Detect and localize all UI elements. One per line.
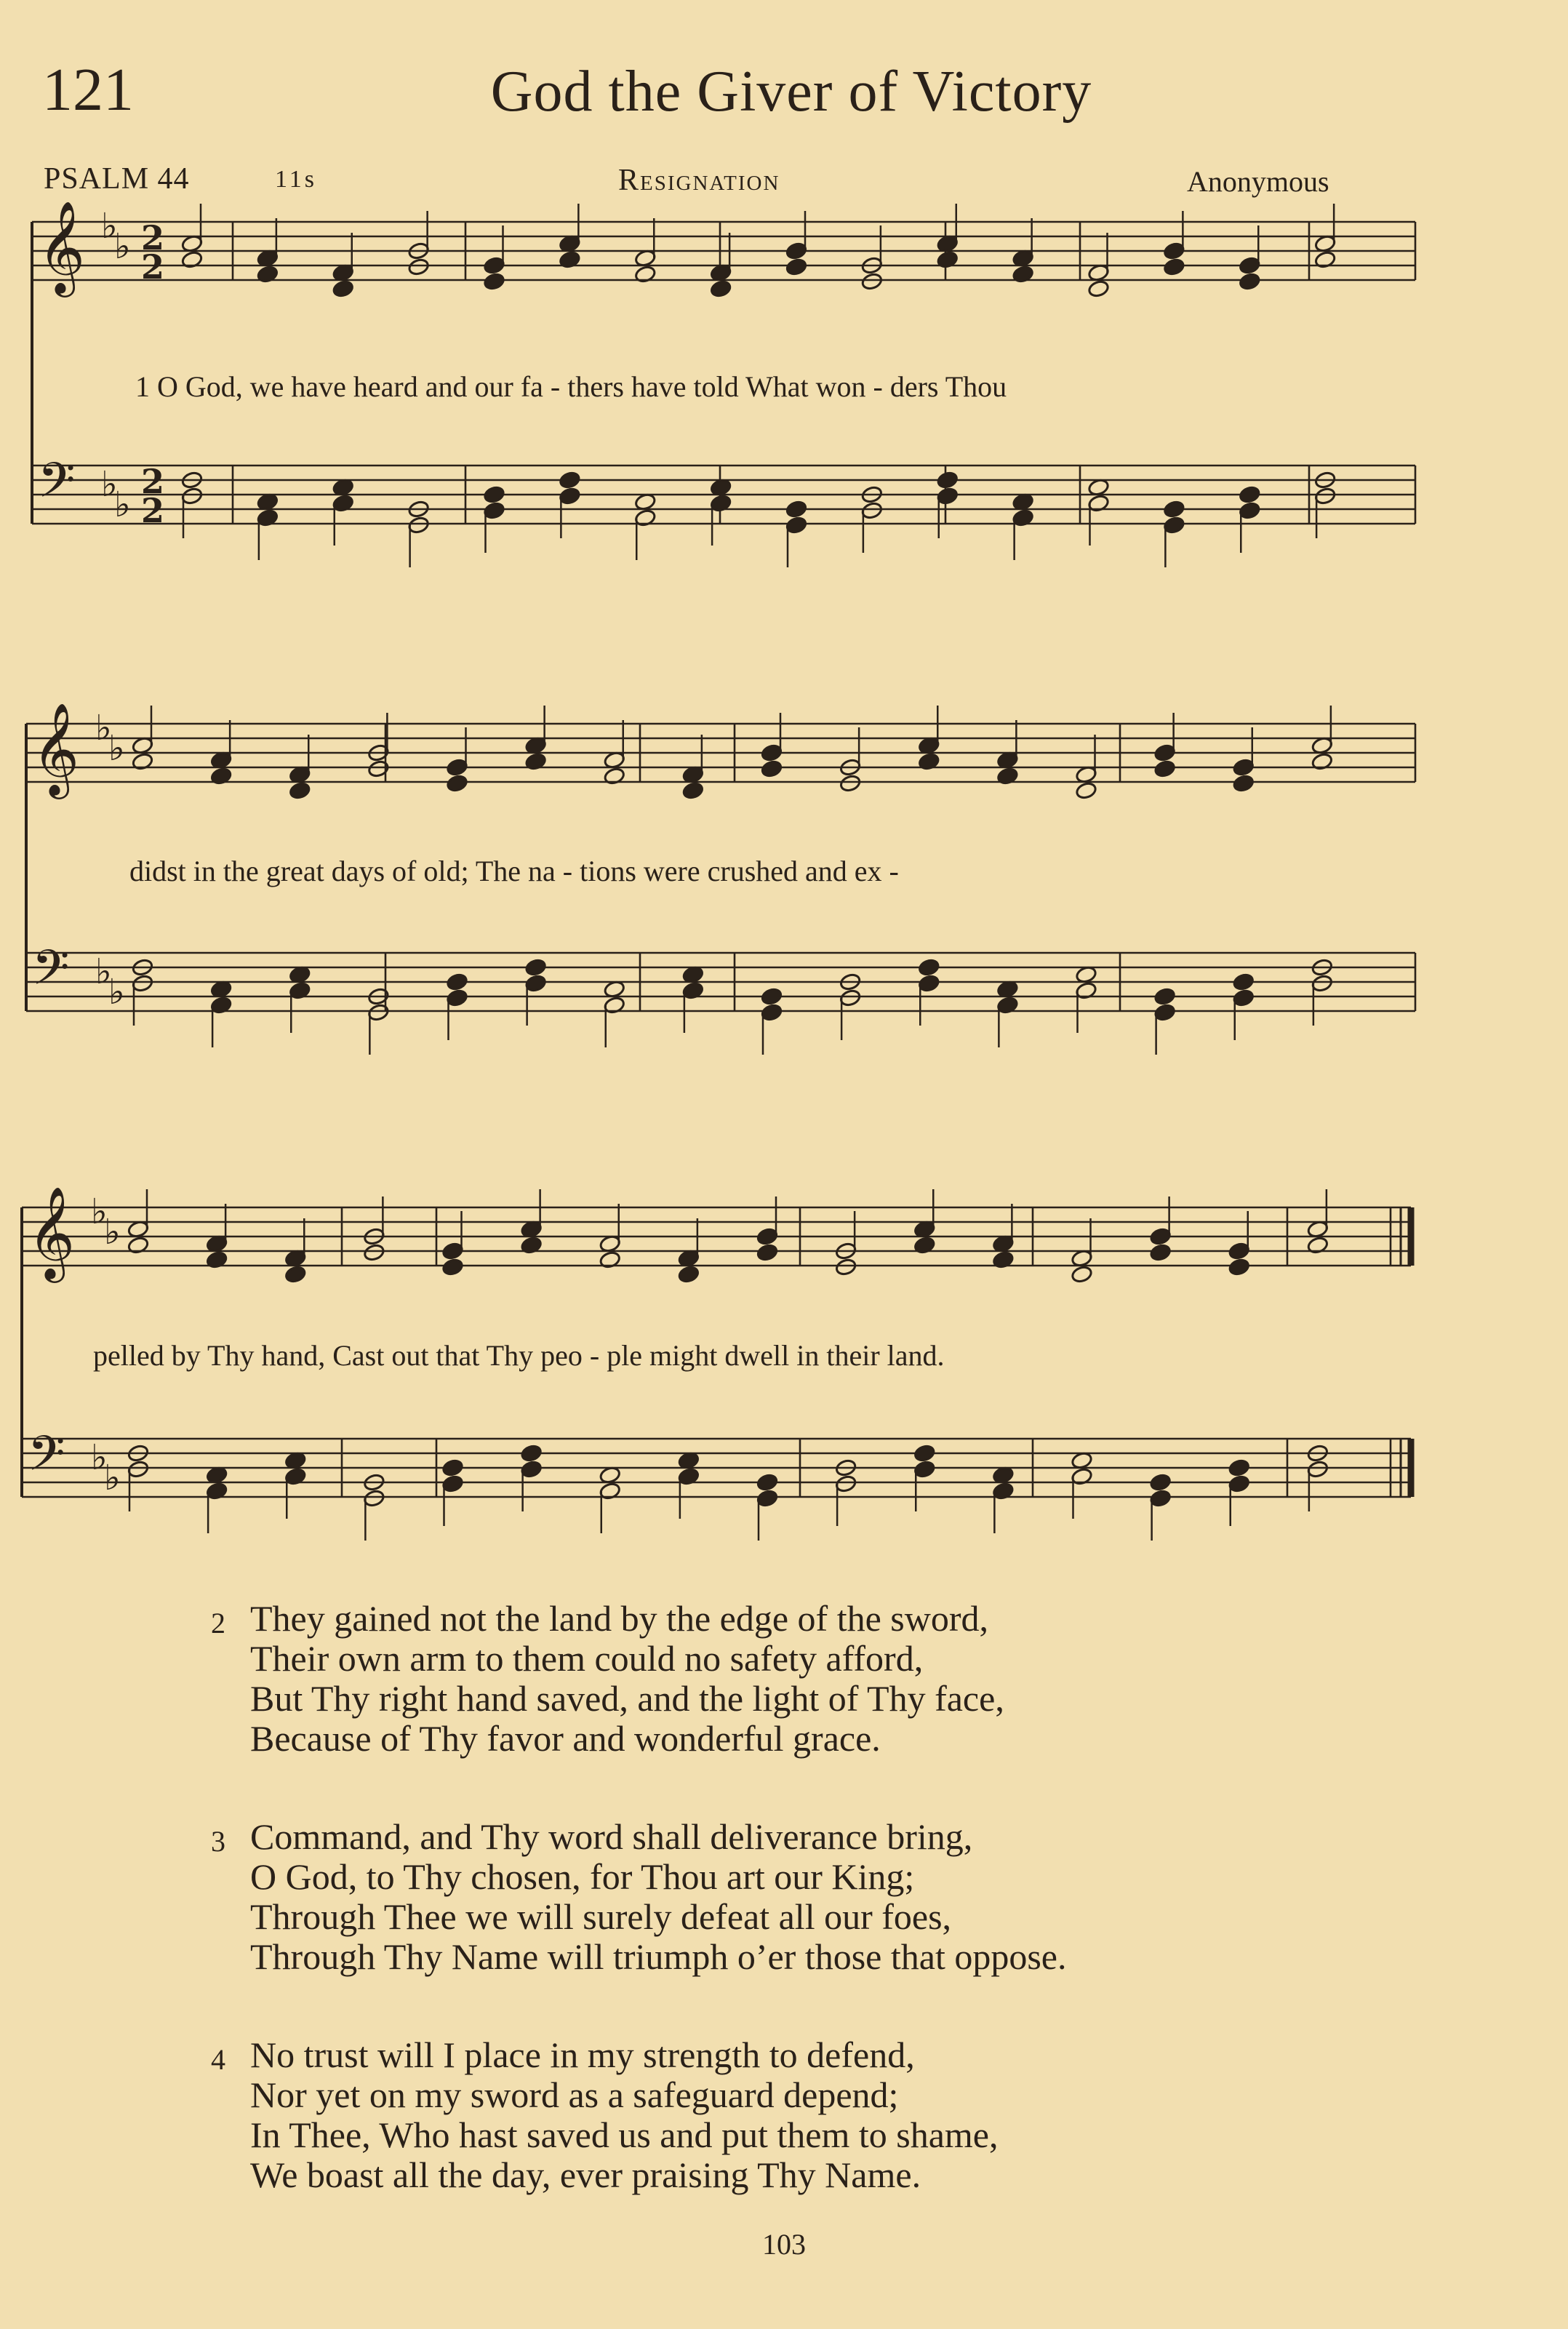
note-head	[1232, 774, 1255, 793]
flat-sign: ♭	[108, 728, 125, 769]
tune-name: Resignation	[618, 164, 780, 197]
treble-clef: 𝄞	[38, 200, 86, 293]
stanza-number: 2	[211, 1607, 225, 1639]
stanza-line: Because of Thy favor and wonderful grace.	[250, 1718, 881, 1759]
note-head	[1149, 1243, 1172, 1262]
note-head	[483, 501, 505, 520]
note-head	[785, 516, 808, 535]
stanza-line: In Thee, Who hast saved us and put them to shame,	[250, 2114, 999, 2155]
stanza-3	[211, 1817, 1067, 1977]
note-head	[785, 241, 808, 260]
stanza-line: But Thy right hand saved, and the light of Thy face,	[250, 1678, 1004, 1719]
lyrics-system-3: pelled by Thy hand, Cast out that Thy peo - ple might dwell in their land.	[93, 1339, 945, 1372]
note-head	[1149, 1227, 1172, 1246]
flat-sign: ♭	[104, 1212, 121, 1253]
flat-sign: ♭	[95, 708, 112, 748]
note-head	[761, 743, 783, 762]
note-head	[1228, 1458, 1250, 1477]
note-head	[284, 1265, 307, 1284]
stanza-line: Command, and Thy word shall deliverance bring,	[250, 1816, 973, 1857]
note-head	[407, 257, 430, 276]
note-head	[1232, 988, 1255, 1007]
note-head	[756, 1227, 779, 1246]
time-signature: 2	[141, 247, 165, 287]
time-signature: 2	[141, 462, 165, 501]
note-head	[289, 781, 311, 800]
treble-clef: 𝄞	[32, 702, 80, 795]
note-head	[1163, 500, 1185, 519]
note-head	[132, 974, 154, 993]
stanza-line: Through Thy Name will triumph o’er those that oppose.	[250, 1936, 1067, 1977]
note-head	[1163, 516, 1185, 535]
note-head	[483, 485, 505, 504]
note-head	[710, 279, 732, 298]
note-head	[1228, 1242, 1250, 1261]
note-head	[520, 1444, 543, 1463]
time-signature: 2	[141, 218, 165, 257]
note-head	[1232, 972, 1255, 991]
note-head	[363, 1489, 385, 1508]
note-head	[761, 987, 783, 1006]
flat-sign: ♭	[108, 972, 125, 1012]
note-head	[407, 516, 430, 535]
note-head	[835, 1474, 857, 1493]
stanza-number: 4	[211, 2043, 225, 2076]
note-head	[913, 1460, 936, 1479]
stanza-line: O God, to Thy chosen, for Thou art our King;	[250, 1856, 915, 1897]
note-head	[441, 1242, 464, 1261]
note-head	[756, 1243, 779, 1262]
stanza-line: We boast all the day, ever praising Thy Name.	[250, 2154, 921, 2195]
stanza-number: 3	[211, 1825, 225, 1858]
note-head	[761, 1003, 783, 1022]
stanza-line: Their own arm to them could no safety afford,	[250, 1638, 924, 1679]
note-head	[913, 1444, 936, 1463]
note-head	[446, 758, 468, 777]
composer: Anonymous	[1187, 165, 1329, 198]
note-head	[524, 958, 547, 977]
note-head	[181, 487, 204, 506]
note-head	[559, 471, 581, 490]
note-head	[1153, 987, 1176, 1006]
page-number: 103	[762, 2228, 806, 2261]
note-head	[1314, 487, 1337, 506]
note-head	[678, 1265, 700, 1284]
note-head	[441, 1474, 464, 1493]
note-head	[1071, 1265, 1093, 1284]
note-head	[1228, 1474, 1250, 1493]
flat-sign: ♭	[91, 1437, 108, 1478]
note-head	[524, 974, 547, 993]
note-head	[1307, 1460, 1329, 1479]
bass-clef: 𝄢	[28, 1426, 65, 1493]
flat-sign: ♭	[101, 464, 118, 505]
note-head	[446, 774, 468, 793]
note-head	[1149, 1489, 1172, 1508]
flat-sign: ♭	[104, 1458, 121, 1498]
flat-sign: ♭	[91, 1191, 108, 1232]
note-head	[363, 1243, 385, 1262]
note-head	[483, 256, 505, 275]
bass-clef: 𝄢	[32, 940, 70, 1007]
note-head	[682, 781, 705, 800]
note-head	[918, 974, 940, 993]
note-head	[446, 988, 468, 1007]
note-head	[1228, 1258, 1250, 1277]
stanza-line: Through Thee we will surely defeat all our foes,	[250, 1896, 952, 1937]
flat-sign: ♭	[101, 206, 118, 247]
note-head	[1087, 279, 1110, 298]
note-head	[918, 958, 940, 977]
hymn-number: 121	[42, 56, 134, 124]
note-head	[756, 1473, 779, 1492]
stanza-line: They gained not the land by the edge of the sword,	[250, 1598, 988, 1639]
note-head	[1239, 256, 1261, 275]
note-head	[441, 1458, 464, 1477]
bass-clef: 𝄢	[38, 452, 76, 520]
lyrics-system-2: didst in the great days of old; The na - tions were crushed and ex -	[129, 855, 899, 887]
note-head	[936, 471, 959, 490]
stanza-2	[211, 1599, 1004, 1759]
note-head	[1239, 485, 1261, 504]
note-head	[332, 279, 354, 298]
note-head	[861, 501, 884, 520]
note-head	[1232, 758, 1255, 777]
note-head	[1153, 1003, 1176, 1022]
note-head	[520, 1460, 543, 1479]
note-head	[1149, 1473, 1172, 1492]
note-head	[1153, 759, 1176, 778]
note-head	[1311, 974, 1334, 993]
flat-sign: ♭	[114, 226, 131, 267]
note-head	[936, 487, 959, 506]
note-head	[1153, 743, 1176, 762]
note-head	[127, 1460, 150, 1479]
lyrics-system-1: 1 O God, we have heard and our fa - thers have told What won - ders Thou	[135, 370, 1007, 403]
note-head	[1239, 501, 1261, 520]
hymn-title: God the Giver of Victory	[490, 60, 1092, 124]
note-head	[1163, 241, 1185, 260]
note-head	[756, 1489, 779, 1508]
note-head	[839, 988, 862, 1007]
note-head	[1239, 272, 1261, 291]
stanza-4	[211, 2035, 999, 2195]
note-head	[441, 1258, 464, 1277]
note-head	[785, 500, 808, 519]
note-head	[861, 272, 884, 291]
note-head	[835, 1258, 857, 1277]
note-head	[1163, 257, 1185, 276]
time-signature: 2	[141, 491, 165, 530]
flat-sign: ♭	[114, 484, 131, 525]
note-head	[1075, 781, 1097, 800]
stanza-line: No trust will I place in my strength to defend,	[250, 2034, 915, 2075]
note-head	[761, 759, 783, 778]
psalm-reference: PSALM 44	[44, 162, 190, 196]
treble-clef: 𝄞	[28, 1186, 76, 1279]
note-head	[446, 972, 468, 991]
stanza-line: Nor yet on my sword as a safeguard depend;	[250, 2074, 899, 2115]
flat-sign: ♭	[95, 951, 112, 992]
note-head	[559, 487, 581, 506]
note-head	[839, 774, 862, 793]
note-head	[785, 257, 808, 276]
note-head	[483, 272, 505, 291]
meter: 11s	[275, 166, 317, 193]
